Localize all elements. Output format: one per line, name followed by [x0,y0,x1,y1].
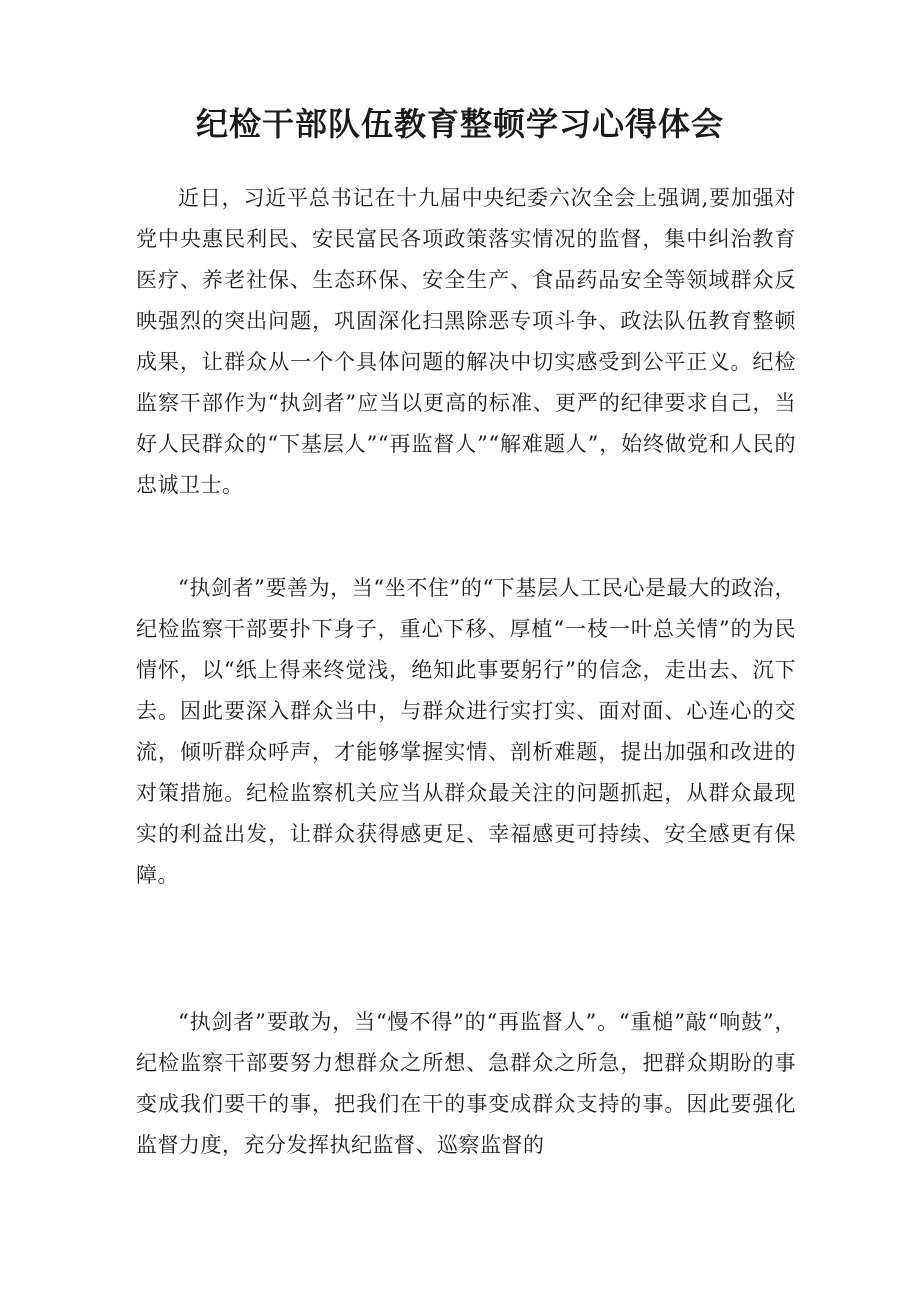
document-title: 纪检干部队伍教育整顿学习心得体会 [195,105,724,143]
paragraph-1: 近日，习近平总书记在十九届中央纪委六次全会上强调,要加强对党中央惠民利民、安民富民各项政策落实情况的监督，集中纠治教育医疗、养老社保、生态环保、安全生产、食品药品安全等领域群众反映强烈的突出问题，巩固深化扫黑除恶专项斗争、政法队伍教育整顿成果，让群众从一个个具体问题的解决中切实感受到公平正义。纪检监察干部作为“执剑者”应当以更高的标准、更严的纪律要求自己，当好人民群众的“下基层人”“再监督人”“解难题人”，始终做党和人民的忠诚卫士。 [136,186,796,497]
paragraph-3: “执剑者”要敢为，当“慢不得”的“再监督人”。“重槌”敲“响鼓”，纪检监察干部要努力想群众之所想、急群众之所急，把群众期盼的事变成我们要干的事，把我们在干的事变成群众支持的事。因此要强化监督力度，充分发挥执纪监督、巡察监督的 [136,1010,796,1157]
paragraph-2: “执剑者”要善为，当“坐不住”的“下基层人工民心是最大的政治，纪检监察干部要扑下身子，重心下移、厚植“一枝一叶总关情”的为民情怀，以“纸上得来终觉浅，绝知此事要躬行”的信念，走出去、沉下去。因此要深入群众当中，与群众进行实打实、面对面、心连心的交流，倾听群众呼声，才能够掌握实情、剖析难题，提出加强和改进的对策措施。纪检监察机关应当从群众最关注的问题抓起，从群众最现实的利益出发，让群众获得感更足、幸福感更可持续、安全感更有保障。 [136,576,796,887]
